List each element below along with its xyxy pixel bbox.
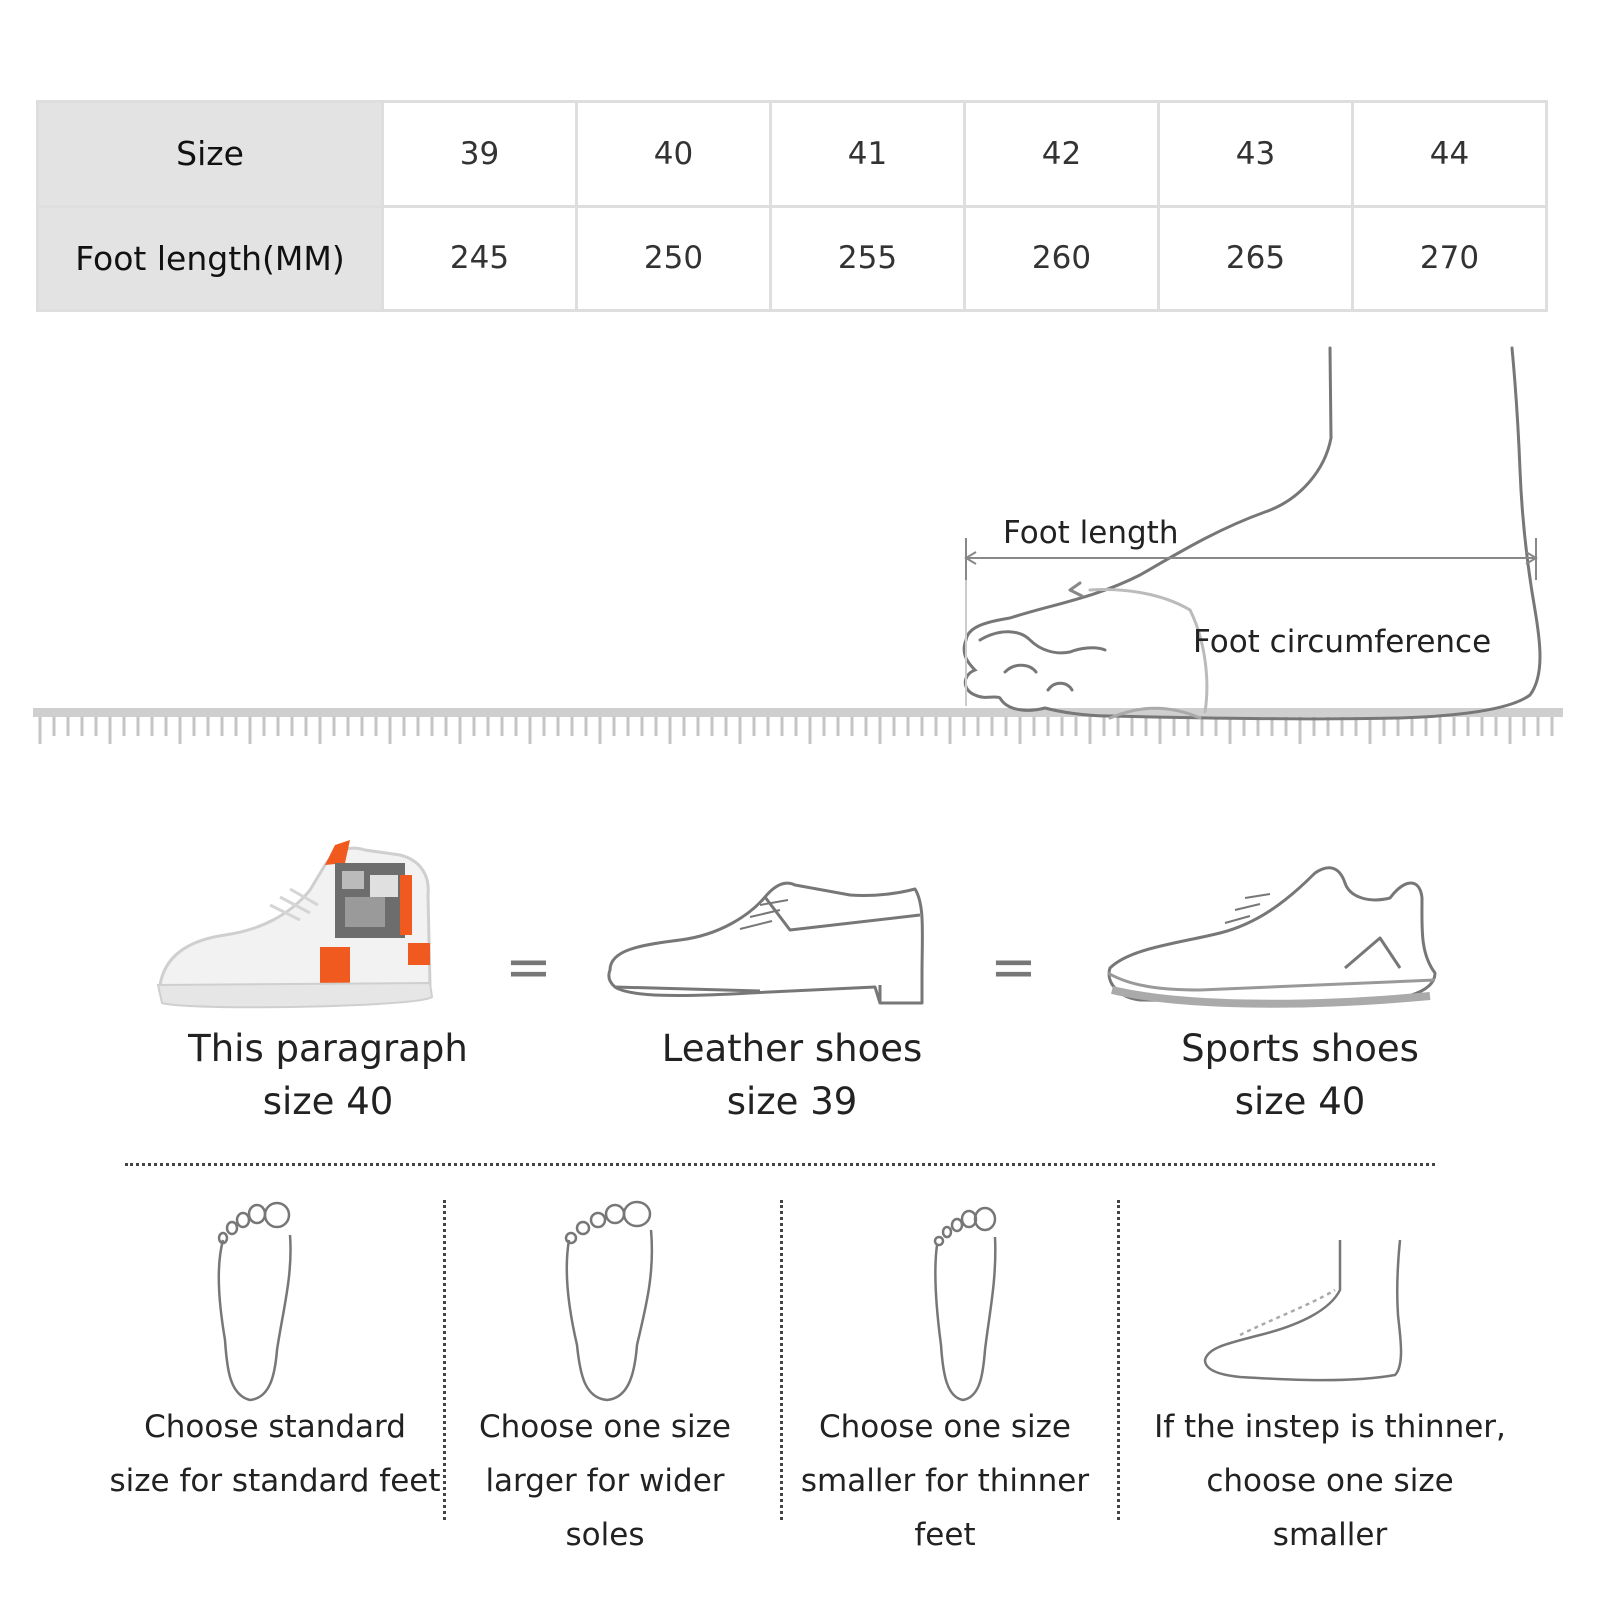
leather-shoes-caption [592, 1022, 992, 1128]
equals-sign: = [990, 935, 1037, 1000]
thin-instep-foot-icon [1200, 1235, 1420, 1395]
size-chart-table [36, 100, 1548, 312]
tip-line: Choose one size [479, 1409, 731, 1445]
size-cell: 43 [1159, 102, 1353, 207]
tip-line: soles [565, 1517, 645, 1553]
product-size: size 40 [262, 1080, 394, 1123]
sports-shoes-name: Sports shoes [1181, 1027, 1419, 1070]
equals-sign: = [505, 935, 552, 1000]
ruler-icon [33, 708, 1563, 744]
size-cell: 41 [771, 102, 965, 207]
foot-circumference-label: Foot circumference [1193, 624, 1492, 660]
size-row [38, 102, 1547, 207]
tip-line: If the instep is thinner, [1154, 1409, 1506, 1445]
tip-line: Choose one size [819, 1409, 1071, 1445]
foot-length-cell: 260 [965, 206, 1159, 311]
product-size-caption [128, 1022, 528, 1128]
size-cell: 39 [383, 102, 577, 207]
size-row-header: Size [38, 102, 383, 207]
tip-line: feet [914, 1517, 976, 1553]
tip-line: smaller for thinner [800, 1463, 1090, 1499]
foot-length-cell: 270 [1353, 206, 1547, 311]
foot-length-cell: 245 [383, 206, 577, 311]
tip-line: choose one size [1206, 1463, 1454, 1499]
tip-line: size for standard feet [109, 1463, 441, 1499]
foot-length-arrow-icon [966, 538, 1536, 706]
tip-thinner-instep [1130, 1400, 1530, 1562]
thin-foot-icon [925, 1205, 1010, 1405]
foot-measurement-diagram [0, 320, 1600, 760]
tip-thinner-feet [765, 1400, 1125, 1562]
foot-length-cell: 265 [1159, 206, 1353, 311]
size-cell: 44 [1353, 102, 1547, 207]
sports-shoes-size: size 40 [1234, 1080, 1366, 1123]
tip-line: larger for wider [485, 1463, 725, 1499]
sports-shoe-icon [1100, 858, 1440, 1028]
foot-length-label: Foot length [1003, 515, 1179, 551]
size-cell: 42 [965, 102, 1159, 207]
size-cell: 40 [577, 102, 771, 207]
section-divider [125, 1163, 1435, 1166]
sports-shoes-caption [1100, 1022, 1500, 1128]
foot-length-row-header: Foot length(MM) [38, 206, 383, 311]
foot-length-cell: 250 [577, 206, 771, 311]
standard-foot-icon [205, 1200, 305, 1405]
leather-shoe-icon [600, 875, 940, 1025]
leather-shoes-name: Leather shoes [661, 1027, 923, 1070]
product-name: This paragraph [188, 1027, 468, 1070]
tip-standard-feet [95, 1400, 455, 1508]
leather-shoes-size: size 39 [726, 1080, 858, 1123]
product-sneaker-icon [150, 835, 450, 1025]
wide-foot-icon [555, 1200, 665, 1405]
tip-line: smaller [1272, 1517, 1388, 1553]
foot-length-cell: 255 [771, 206, 965, 311]
tip-line: Choose standard [144, 1409, 406, 1445]
tip-wider-soles [425, 1400, 785, 1562]
foot-length-row [38, 206, 1547, 311]
